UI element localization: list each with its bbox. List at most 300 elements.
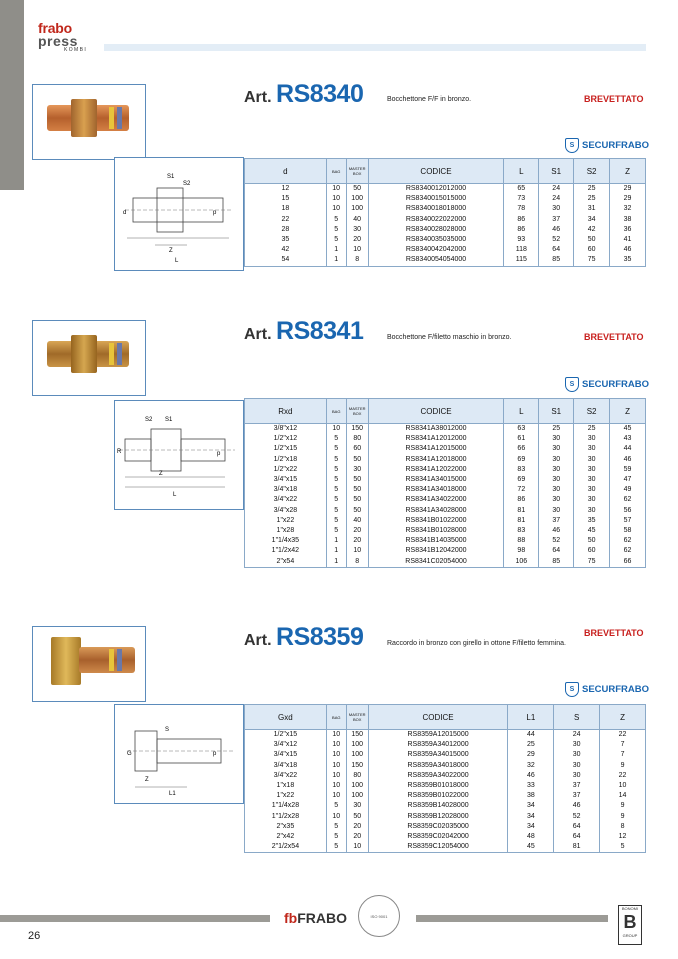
table-cell: 12 [245,184,327,195]
table-cell: 18 [245,204,327,214]
column-header: d [245,159,327,184]
column-header: BAG [326,399,346,424]
table-cell: 5 [326,215,346,225]
table-cell: 10 [326,781,346,791]
blue-band [117,343,122,365]
table-cell: 48 [508,832,554,842]
table-row [245,184,646,195]
table-cell: 10 [326,184,346,195]
brand-line1: frabo [38,20,73,36]
table-cell: 100 [346,750,368,760]
table-cell: 30 [554,761,600,771]
table-row [245,832,646,842]
table-cell: 93 [504,235,539,245]
art-title-rs8341 [244,317,363,346]
table-cell: 34 [508,822,554,832]
label-z: Z [145,777,149,783]
side-tab [0,0,24,190]
table-cell: 3/8"x12 [245,424,327,435]
table-cell: 10 [326,730,346,741]
table-cell: 150 [346,424,368,435]
table-cell: 65 [504,184,539,195]
table-cell: RS8359A34012000 [368,740,508,750]
spec-table-rs8341 [244,398,646,568]
table-cell: RS8340042042000 [368,245,504,255]
table-cell: 1/2"x22 [245,465,327,475]
table-cell: 9 [600,812,646,822]
table-cell: 44 [508,730,554,741]
table-cell: 78 [504,204,539,214]
table-row [245,444,646,454]
table-cell: 62 [610,536,646,546]
yellow-band [109,107,114,129]
column-header: Z [600,705,646,730]
table-cell: 9 [600,801,646,811]
table-cell: 49 [610,485,646,495]
securfrabo-badge [565,376,649,393]
table-cell: 1"1/4x35 [245,536,327,546]
fitting-nut [51,637,81,685]
table-cell: 100 [346,781,368,791]
table-cell: 10 [346,546,368,556]
table-cell: RS8359B01018000 [368,781,508,791]
table-cell: 66 [610,556,646,567]
brevettato-label: BREVETTATO [584,94,644,104]
table-cell: RS8341C02054000 [368,556,504,567]
table-cell: 30 [539,495,574,505]
table-cell: 60 [574,546,610,556]
table-cell: 118 [504,245,539,255]
table-cell: 10 [326,194,346,204]
table-cell: 30 [574,434,610,444]
table-cell: 46 [554,801,600,811]
art-title-rs8340 [244,80,363,109]
table-cell: 10 [346,842,368,853]
table-cell: RS8341A34015000 [368,475,504,485]
label-s1: S1 [165,417,173,423]
table-cell: 20 [346,526,368,536]
table-cell: 30 [574,455,610,465]
brand-line3: KOMBI [64,47,88,53]
column-header: S2 [574,159,610,184]
table-cell: 38 [610,215,646,225]
description-rs8340: Bocchettone F/F in bronzo. [387,96,472,103]
table-cell: 10 [326,750,346,760]
label-l: L [175,258,179,264]
column-header: L1 [508,705,554,730]
table-cell: RS8359C02035000 [368,822,508,832]
table-cell: 46 [610,245,646,255]
table-cell: 35 [610,255,646,266]
table-cell: 81 [504,516,539,526]
table-cell: 30 [554,740,600,750]
table-cell: 100 [346,194,368,204]
art-code: RS8340 [276,80,364,108]
table-cell: RS8340018018000 [368,204,504,214]
column-header: BAG [326,705,346,730]
label-d: d [123,210,127,216]
table-cell: 5 [326,832,346,842]
column-header: S [554,705,600,730]
table-row [245,750,646,760]
label-p: p [213,751,217,757]
table-cell: 29 [610,194,646,204]
securfrabo-text: SECURFRABO [582,140,650,151]
column-header: Gxd [245,705,327,730]
technical-drawing-rs8341 [114,400,244,510]
yellow-band [109,343,114,365]
cert-text: ISO 9001 [370,913,388,919]
column-header: CODICE [368,399,504,424]
table-cell: RS8340054054000 [368,255,504,266]
table-cell: 3/4"x18 [245,485,327,495]
brevettato-label: BREVETTATO [584,332,644,342]
table-row [245,475,646,485]
table-cell: 80 [346,771,368,781]
table-cell: 1/2"x15 [245,730,327,741]
table-cell: 5 [326,801,346,811]
table-cell: 10 [326,771,346,781]
art-prefix: Art. [244,89,272,106]
table-cell: 10 [326,424,346,435]
table-cell: 5 [326,506,346,516]
description-rs8341: Bocchettone F/filetto maschio in bronzo. [387,334,512,341]
frabo-mark: fb [284,910,298,926]
table-cell: 42 [574,225,610,235]
art-code: RS8359 [276,623,364,651]
table-row [245,740,646,750]
table-cell: 3/4"x18 [245,761,327,771]
table-cell: 30 [554,750,600,760]
table-cell: 5 [326,444,346,454]
table-row [245,245,646,255]
column-header: MASTER BOX [346,159,368,184]
table-row [245,781,646,791]
certification-seal [358,895,400,937]
table-row [245,255,646,266]
table-cell: RS8359A12015000 [368,730,508,741]
table-cell: 10 [600,781,646,791]
label-r: R [117,449,122,455]
table-cell: 5 [326,465,346,475]
table-cell: 64 [554,822,600,832]
art-code: RS8341 [276,317,364,345]
shield-icon: S [565,138,579,153]
spec-table-rs8340 [244,158,646,267]
table-cell: 50 [574,235,610,245]
label-p: p [213,210,217,216]
table-cell: 8 [346,255,368,266]
table-row [245,204,646,214]
table-cell: 2"x35 [245,822,327,832]
technical-drawing-rs8359 [114,704,244,804]
table-cell: 3/4"x15 [245,750,327,760]
table-cell: 30 [574,495,610,505]
table-cell: 40 [346,516,368,526]
table-cell: 83 [504,526,539,536]
table-cell: 106 [504,556,539,567]
table-cell: 150 [346,730,368,741]
fitting-body [79,647,135,673]
table-cell: 30 [539,485,574,495]
table-cell: 24 [539,184,574,195]
table-cell: 38 [508,791,554,801]
table-cell: 33 [508,781,554,791]
footer-bar-right [416,915,608,922]
column-header: CODICE [368,705,508,730]
table-cell: 30 [574,444,610,454]
label-g: G [127,751,132,757]
table-header-row [245,399,646,424]
table-cell: 59 [610,465,646,475]
table-cell: 30 [346,801,368,811]
table-cell: 15 [245,194,327,204]
table-cell: 60 [346,444,368,454]
table-cell: 5 [326,842,346,853]
table-cell: 22 [245,215,327,225]
table-cell: 7 [600,750,646,760]
product-photo-rs8340 [32,84,146,160]
table-cell: 5 [326,225,346,235]
table-cell: 75 [574,556,610,567]
table-cell: 8 [346,556,368,567]
column-header: S2 [574,399,610,424]
table-cell: 1/2"x15 [245,444,327,454]
securfrabo-badge [565,137,649,154]
table-cell: 64 [539,546,574,556]
table-cell: 45 [508,842,554,853]
table-cell: 37 [554,781,600,791]
table-cell: 5 [326,526,346,536]
frabo-logo [284,910,347,926]
table-cell: 56 [610,506,646,516]
header-bar [104,44,646,51]
table-cell: 1"x22 [245,516,327,526]
table-cell: 30 [346,465,368,475]
page-number: 26 [28,930,41,942]
label-l1: L1 [169,791,176,797]
table-cell: RS8340022022000 [368,215,504,225]
table-row [245,495,646,505]
table-cell: RS8341A38012000 [368,424,504,435]
table-cell: 35 [574,516,610,526]
table-row [245,215,646,225]
table-cell: 40 [346,215,368,225]
table-cell: 10 [326,204,346,214]
table-cell: 75 [574,255,610,266]
table-cell: 45 [610,424,646,435]
table-cell: 50 [346,506,368,516]
blue-band [117,107,122,129]
table-cell: 30 [539,434,574,444]
table-cell: RS8340015015000 [368,194,504,204]
column-header: S1 [539,399,574,424]
table-cell: 12 [600,832,646,842]
table-cell: 34 [574,215,610,225]
table-cell: 62 [610,495,646,505]
table-cell: RS8359A34015000 [368,750,508,760]
table-cell: 3/4"x22 [245,771,327,781]
table-cell: RS8340012012000 [368,184,504,195]
table-cell: 22 [600,730,646,741]
table-cell: RS8341A12022000 [368,465,504,475]
table-cell: 25 [539,424,574,435]
table-cell: 1 [326,536,346,546]
table-cell: RS8341A12018000 [368,455,504,465]
table-cell: 20 [346,536,368,546]
art-prefix: Art. [244,632,272,649]
art-title-rs8359 [244,623,363,652]
table-cell: 25 [574,194,610,204]
table-cell: 1"x22 [245,791,327,801]
table-row [245,536,646,546]
table-cell: 29 [508,750,554,760]
table-row [245,812,646,822]
table-cell: RS8359B12028000 [368,812,508,822]
table-cell: 46 [539,526,574,536]
table-cell: 34 [508,801,554,811]
table-row [245,556,646,567]
table-cell: 37 [539,215,574,225]
table-cell: 3/4"x12 [245,740,327,750]
fitting-nut [71,335,97,373]
table-cell: 50 [346,475,368,485]
table-cell: 50 [346,812,368,822]
table-cell: 100 [346,791,368,801]
table-cell: 86 [504,495,539,505]
table-cell: 81 [504,506,539,516]
table-cell: RS8340035035000 [368,235,504,245]
table-cell: 32 [610,204,646,214]
table-cell: 10 [326,812,346,822]
table-cell: 9 [600,761,646,771]
table-cell: 58 [610,526,646,536]
table-row [245,761,646,771]
column-header: Z [610,159,646,184]
table-row [245,424,646,435]
table-cell: 98 [504,546,539,556]
shield-icon: S [565,377,579,392]
table-cell: 25 [574,424,610,435]
table-cell: 100 [346,204,368,214]
table-cell: 73 [504,194,539,204]
table-cell: 46 [610,455,646,465]
table-cell: RS8341B14035000 [368,536,504,546]
table-row [245,842,646,853]
label-z: Z [169,248,173,254]
table-cell: 50 [346,184,368,195]
table-row [245,485,646,495]
table-cell: 30 [574,465,610,475]
table-cell: 10 [346,245,368,255]
brand-logo [38,22,98,53]
table-cell: 3/4"x15 [245,475,327,485]
table-cell: 25 [508,740,554,750]
table-cell: 32 [508,761,554,771]
table-row [245,516,646,526]
table-cell: RS8341A34018000 [368,485,504,495]
column-header: S1 [539,159,574,184]
table-cell: 86 [504,225,539,235]
table-cell: 2"1/2x54 [245,842,327,853]
table-cell: 85 [539,255,574,266]
table-cell: 28 [245,225,327,235]
securfrabo-badge [565,681,649,698]
table-cell: 52 [539,235,574,245]
table-header-row [245,705,646,730]
table-cell: 100 [346,740,368,750]
table-cell: 88 [504,536,539,546]
table-cell: 24 [554,730,600,741]
table-cell: RS8359A34022000 [368,771,508,781]
table-cell: 5 [600,842,646,853]
table-cell: 30 [539,475,574,485]
table-cell: 10 [326,791,346,801]
table-cell: 5 [326,485,346,495]
table-cell: 150 [346,761,368,771]
table-cell: RS8359B14028000 [368,801,508,811]
table-cell: 80 [346,434,368,444]
table-cell: 5 [326,516,346,526]
table-cell: 64 [554,832,600,842]
table-cell: 50 [346,485,368,495]
frabo-text: FRABO [297,910,347,926]
table-cell: 25 [574,184,610,195]
column-header: CODICE [368,159,504,184]
table-row [245,791,646,801]
table-cell: RS8341A34022000 [368,495,504,505]
shield-icon: S [565,682,579,697]
table-cell: 43 [610,434,646,444]
table-cell: 34 [508,812,554,822]
table-row [245,235,646,245]
footer-bar-left [0,915,270,922]
column-header: Rxd [245,399,327,424]
label-s2: S2 [145,417,153,423]
table-cell: 30 [346,225,368,235]
table-cell: 20 [346,822,368,832]
table-cell: 115 [504,255,539,266]
table-row [245,465,646,475]
table-cell: 10 [326,740,346,750]
table-cell: 30 [539,506,574,516]
table-cell: 35 [245,235,327,245]
table-cell: 37 [554,791,600,801]
table-cell: 60 [574,245,610,255]
description-rs8359: Raccordo in bronzo con girello in ottone F/filetto femmina. [387,640,566,647]
column-header: L [504,399,539,424]
table-cell: 5 [326,495,346,505]
table-cell: 50 [346,455,368,465]
table-cell: 46 [539,225,574,235]
table-cell: 85 [539,556,574,567]
table-cell: 1 [326,556,346,567]
table-row [245,801,646,811]
table-cell: 41 [610,235,646,245]
column-header: L [504,159,539,184]
table-cell: 1/2"x18 [245,455,327,465]
table-cell: RS8359B01022000 [368,791,508,801]
table-cell: 30 [574,485,610,495]
securfrabo-text: SECURFRABO [582,684,650,695]
table-cell: RS8341B01022000 [368,516,504,526]
table-cell: 30 [554,771,600,781]
table-cell: 1"x28 [245,526,327,536]
bonomi-group-logo [618,905,642,945]
table-cell: 1"1/4x28 [245,801,327,811]
table-cell: 3/4"x28 [245,506,327,516]
table-row [245,546,646,556]
